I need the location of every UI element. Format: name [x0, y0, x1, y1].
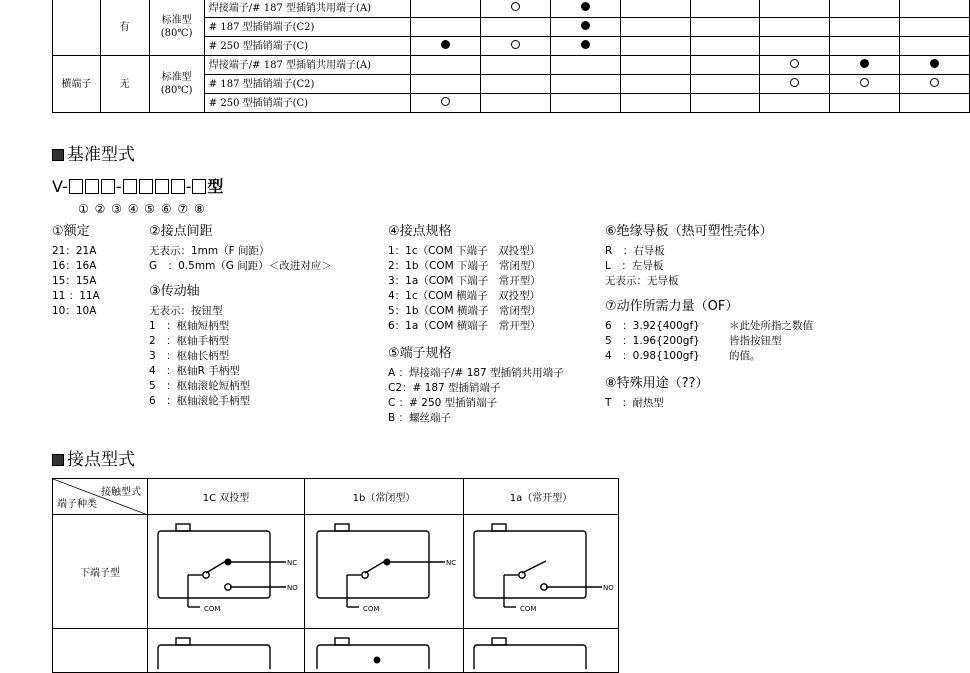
availability-cell: [551, 0, 621, 18]
svg-text:NO: NO: [287, 584, 298, 592]
code-box: [85, 179, 99, 194]
rating-item: 10：10A: [52, 305, 97, 317]
contact-spec-item: 4：1c（COM 横端子 双投型）: [388, 290, 541, 302]
terminal-spec-label: # 250 型插销端子(C): [204, 94, 411, 113]
contact-spec-item: 1：1c（COM 下端子 双投型）: [388, 245, 541, 257]
contact-spec-section: [388, 224, 564, 426]
availability-cell: [900, 37, 970, 56]
type-cell: 标准型 (80℃): [149, 56, 204, 113]
force-item: 4 ：0.98{100gf}: [605, 350, 700, 362]
square-bullet-icon: [52, 454, 64, 466]
rating-section: [52, 224, 100, 319]
contact-type-title: 接点型式: [52, 450, 135, 470]
availability-cell: [411, 18, 481, 37]
availability-cell: [760, 18, 830, 37]
contact-gap-heading: ②接点间距: [149, 224, 213, 239]
availability-cell: [830, 75, 900, 94]
terminal-spec-label: # 250 型插销端子(C): [204, 37, 411, 56]
type-cell: 标准型 (80℃): [149, 0, 204, 56]
availability-cell: [481, 94, 551, 113]
operating-force-heading: ⑦动作所需力量（OF）: [605, 299, 739, 314]
switch-1a-diagram: [464, 515, 618, 625]
terminal-spec-label: 焊接端子/# 187 型插销共用端子(A): [204, 0, 411, 18]
availability-cell: [830, 37, 900, 56]
availability-cell: [411, 56, 481, 75]
availability-cell: [830, 56, 900, 75]
header-1c: 1C 双投型: [148, 479, 305, 515]
force-note-line: 的值。: [729, 350, 761, 362]
availability-cell: [551, 18, 621, 37]
code-position-numbers: ① ② ③ ④ ⑤ ⑥ ⑦ ⑧: [78, 202, 206, 216]
spec-table: [52, 0, 970, 113]
diagram-1a-cell: [464, 515, 619, 629]
terminal-type-cell: [53, 0, 101, 56]
rating-item: 16：16A: [52, 260, 97, 272]
insulation-item: L ：左导板: [605, 260, 664, 272]
filled-circle-icon: [581, 2, 590, 11]
availability-cell: [621, 37, 691, 56]
code-box: [192, 179, 206, 194]
header-1b: 1b（常闭型）: [305, 479, 464, 515]
availability-cell: [690, 18, 760, 37]
availability-cell: [481, 37, 551, 56]
gap-item: G ：0.5mm（G 间距）＜改进对应＞: [149, 260, 332, 272]
rating-item: 15：15A: [52, 275, 97, 287]
filled-circle-icon: [860, 59, 869, 68]
contact-gap-section: [149, 224, 332, 409]
terminal-spec-item: A ：焊接端子/# 187 型插销共用端子: [388, 367, 564, 379]
force-note-line: 皆指按钮型: [729, 335, 782, 347]
actuator-item: 2 ：枢轴手柄型: [149, 335, 230, 347]
availability-cell: [621, 0, 691, 18]
availability-cell: [621, 56, 691, 75]
actuator-item: 6 ：枢轴滚轮手柄型: [149, 395, 251, 407]
diagram-1b-side-cell: [305, 629, 464, 673]
availability-cell: [690, 75, 760, 94]
availability-cell: [760, 56, 830, 75]
availability-cell: [411, 0, 481, 18]
terminal-spec-heading: ⑤端子规格: [388, 346, 452, 361]
insulation-heading: ⑥绝缘导板（热可塑性壳体）: [605, 224, 773, 239]
lever-cell: 有: [100, 0, 149, 56]
contact-spec-item: 6：1a（COM 横端子 常开型）: [388, 320, 541, 332]
availability-cell: [830, 18, 900, 37]
insulation-item: 无表示：无导板: [605, 275, 679, 287]
availability-cell: [481, 18, 551, 37]
availability-cell: [411, 94, 481, 113]
force-item: 6 ：3.92{400gf}: [605, 320, 700, 332]
gap-item: 无表示：1mm（F 间距）: [149, 245, 270, 257]
force-note-line: ＊此处所指之数值: [729, 320, 813, 332]
terminal-spec-item: B ：螺丝端子: [388, 412, 452, 424]
filled-circle-icon: [581, 21, 590, 30]
basic-type-title: 基准型式: [52, 145, 135, 165]
insulation-item: R ：右导板: [605, 245, 665, 257]
availability-cell: [830, 94, 900, 113]
availability-cell: [621, 18, 691, 37]
contact-spec-item: 2：1b（COM 下端子 常闭型）: [388, 260, 542, 272]
code-box: [139, 179, 153, 194]
terminal-spec-label: # 187 型插销端子(C2): [204, 18, 411, 37]
actuator-heading: ③传动轴: [149, 284, 200, 299]
diagram-1c-side-cell: [148, 629, 305, 673]
row-label-side-terminal: [53, 629, 148, 673]
availability-cell: [760, 0, 830, 18]
availability-cell: [830, 0, 900, 18]
diagram-1b-cell: [305, 515, 464, 629]
switch-1b-side-diagram: [305, 629, 463, 669]
insulation-section: [605, 224, 813, 411]
contact-spec-heading: ④接点规格: [388, 224, 452, 239]
special-use-heading: ⑧特殊用途（??）: [605, 376, 709, 391]
code-box: [155, 179, 169, 194]
availability-cell: [690, 0, 760, 18]
open-circle-icon: [860, 78, 869, 87]
code-box: [101, 179, 115, 194]
availability-cell: [900, 56, 970, 75]
svg-text:NC: NC: [446, 559, 457, 567]
contact-spec-item: 3：1a（COM 下端子 常开型）: [388, 275, 541, 287]
actuator-item: 4 ：枢轴R 手柄型: [149, 365, 240, 377]
availability-cell: [551, 37, 621, 56]
availability-cell: [760, 75, 830, 94]
open-circle-icon: [511, 40, 520, 49]
svg-text:COM: COM: [363, 605, 380, 613]
availability-cell: [481, 75, 551, 94]
switch-1a-side-diagram: [464, 629, 618, 669]
open-circle-icon: [441, 97, 450, 106]
svg-text:NC: NC: [287, 559, 298, 567]
svg-text:COM: COM: [520, 605, 537, 613]
availability-cell: [481, 0, 551, 18]
model-code: V- - - 型: [52, 177, 224, 196]
diagram-1a-side-cell: [464, 629, 619, 673]
svg-text:NO: NO: [603, 584, 614, 592]
open-circle-icon: [790, 59, 799, 68]
switch-1b-diagram: [305, 515, 463, 625]
contact-type-table: [52, 478, 619, 673]
corner-header-cell: 接触型式 端子种类: [53, 479, 148, 515]
rating-item: 21：21A: [52, 245, 97, 257]
availability-cell: [900, 18, 970, 37]
force-item: 5 ：1.96{200gf}: [605, 335, 700, 347]
special-use-item: T ：耐热型: [605, 397, 664, 409]
svg-text:COM: COM: [204, 605, 221, 613]
actuator-item: 无表示：按钮型: [149, 305, 223, 317]
availability-cell: [690, 56, 760, 75]
actuator-item: 3 ：枢轴长柄型: [149, 350, 230, 362]
availability-cell: [760, 94, 830, 113]
availability-cell: [760, 37, 830, 56]
availability-cell: [411, 37, 481, 56]
code-box: [69, 179, 83, 194]
lever-cell: 无: [100, 56, 149, 113]
availability-cell: [551, 94, 621, 113]
diagram-1c-cell: [148, 515, 305, 629]
availability-cell: [551, 75, 621, 94]
terminal-spec-label: 焊接端子/# 187 型插销共用端子(A): [204, 56, 411, 75]
switch-1c-side-diagram: [148, 629, 304, 669]
terminal-spec-item: C ：# 250 型插销端子: [388, 397, 498, 409]
spec-row: [53, 0, 970, 18]
availability-cell: [690, 94, 760, 113]
availability-cell: [900, 75, 970, 94]
terminal-spec-item: C2：# 187 型插销端子: [388, 382, 501, 394]
availability-cell: [690, 37, 760, 56]
availability-cell: [621, 75, 691, 94]
availability-cell: [551, 56, 621, 75]
code-box: [171, 179, 185, 194]
spec-row: [53, 56, 970, 75]
terminal-spec-label: # 187 型插销端子(C2): [204, 75, 411, 94]
header-1a: 1a（常开型）: [464, 479, 619, 515]
rating-item: 11 ：11A: [52, 290, 100, 302]
rating-heading: ①额定: [52, 224, 90, 239]
actuator-item: 1 ：枢轴短柄型: [149, 320, 230, 332]
square-bullet-icon: [52, 149, 64, 161]
code-box: [123, 179, 137, 194]
availability-cell: [481, 56, 551, 75]
availability-cell: [900, 94, 970, 113]
availability-cell: [900, 0, 970, 18]
availability-cell: [621, 94, 691, 113]
filled-circle-icon: [930, 59, 939, 68]
open-circle-icon: [790, 78, 799, 87]
row-label-bottom-terminal: 下端子型: [53, 515, 148, 629]
filled-circle-icon: [441, 40, 450, 49]
open-circle-icon: [511, 2, 520, 11]
availability-cell: [411, 75, 481, 94]
actuator-item: 5 ：枢轴滚轮短柄型: [149, 380, 251, 392]
open-circle-icon: [930, 78, 939, 87]
switch-1c-diagram: [148, 515, 304, 625]
terminal-type-cell: 横端子: [53, 56, 101, 113]
filled-circle-icon: [581, 40, 590, 49]
contact-spec-item: 5：1b（COM 横端子 常闭型）: [388, 305, 542, 317]
